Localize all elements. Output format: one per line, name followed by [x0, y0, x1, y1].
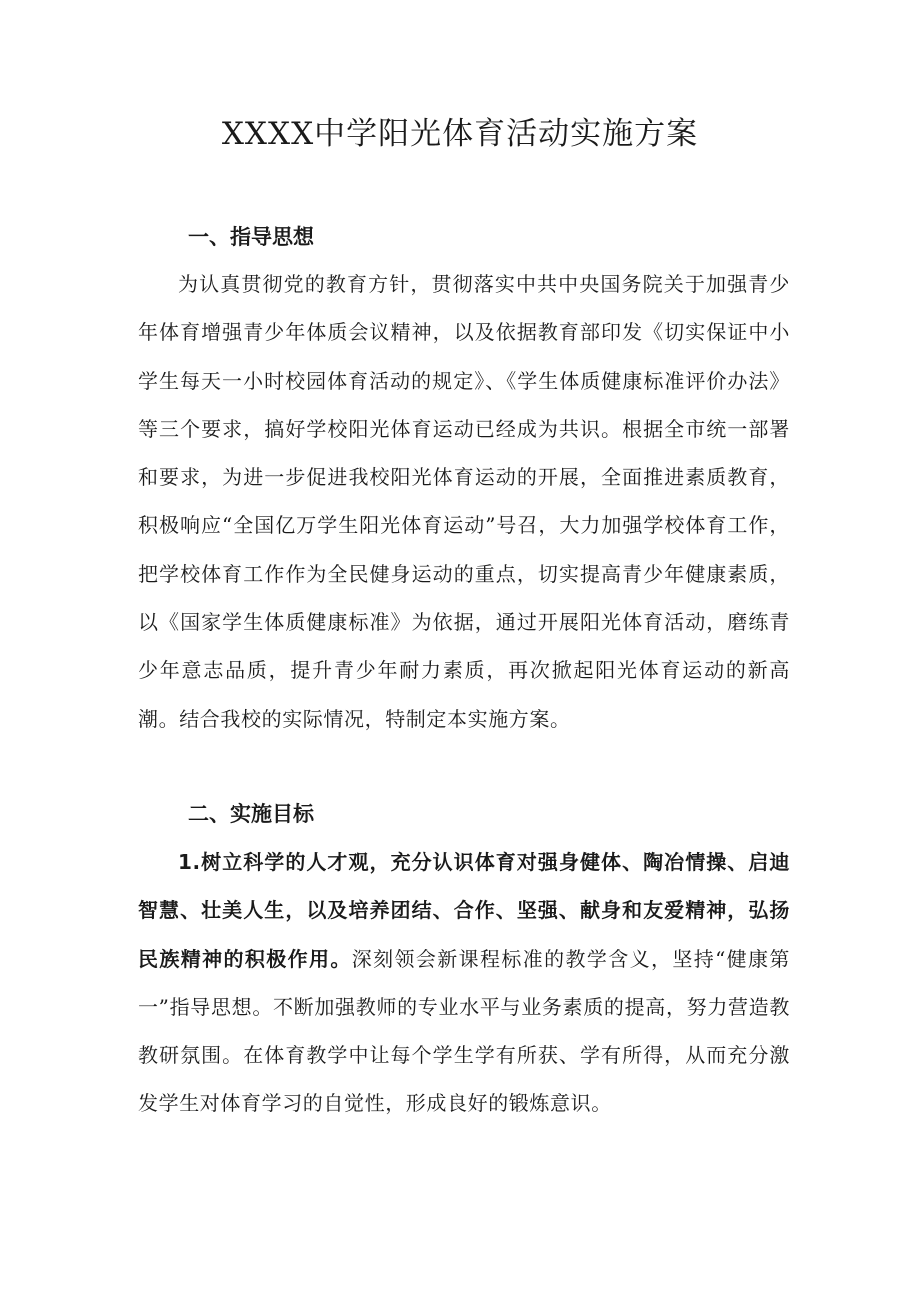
section-heading-implementation-goals: 二、实施目标 [188, 802, 314, 826]
goal-item-1-bold-text: 1.树立科学的人才观，充分认识体育对强身健体、陶冶情操、启迪智慧、壮美人生，以及培养团结、合作、坚强、献身和友爱精神，弘扬民族精神的积极作用。 [138, 850, 790, 971]
section-heading-guiding-ideology: 一、指导思想 [188, 225, 314, 249]
section-paragraph-implementation-goals [138, 838, 790, 1128]
document-title: XXXX中学阳光体育活动实施方案 [221, 116, 699, 152]
goal-item-1-body-text: 深刻领会新课程标准的教学含义，坚持“健康第一”指导思想。不断加强教师的专业水平与业务素质的提高，努力营造教教研氛围。在体育教学中让每个学生学有所获、学有所得，从而充分激发学生对体育学习的自觉性，形成良好的锻炼意识。 [138, 946, 791, 1116]
section-paragraph-guiding-ideology: 为认真贯彻党的教育方针，贯彻落实中共中央国务院关于加强青少年体育增强青少年体质会议精神，以及依据教育部印发《切实保证中小学生每天一小时校园体育活动的规定》、《学生体质健康标准评价办法》等三个要求，搞好学校阳光体育运动已经成为共识。根据全市统一部署和要求，为进一步促进我校阳光体育运动的开展，全面推进素质教育，积极响应“全国亿万学生阳光体育运动”号召，大力加强学校体育工作，把学校体育工作作为全民健身运动的重点，切实提高青少年健康素质，以《国家学生体质健康标准》为依据，通过开展阳光体育活动，磨练青少年意志品质，提升青少年耐力素质，再次掀起阳光体育运动的新高潮。结合我校的实际情况，特制定本实施方案。 [138, 272, 790, 731]
